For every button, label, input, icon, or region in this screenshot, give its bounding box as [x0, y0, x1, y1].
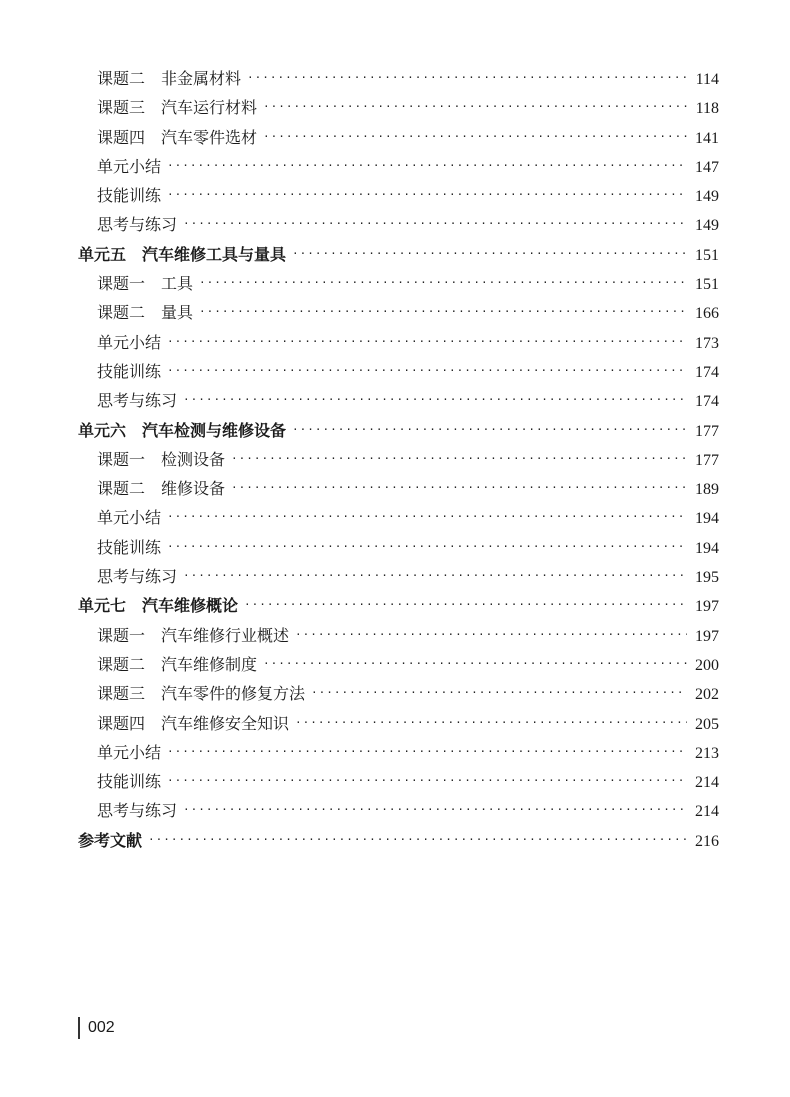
toc-entry[interactable]: [78, 474, 719, 503]
toc-entry-page: 194: [695, 510, 719, 528]
toc-entry-title: 参考文献: [78, 830, 143, 850]
toc-entry[interactable]: [78, 152, 719, 181]
toc-dot-leader: [167, 180, 687, 209]
toc-entry[interactable]: [78, 709, 719, 738]
toc-dot-leader: [167, 327, 687, 356]
toc-entry-title: 技能训练: [97, 537, 162, 557]
toc-entry-page: 174: [695, 363, 719, 381]
toc-unit-entry[interactable]: [78, 240, 719, 269]
toc-entry[interactable]: [78, 123, 719, 152]
toc-entry-title: 单元小结: [97, 508, 162, 528]
toc-entry-title: 单元小结: [97, 156, 162, 176]
page-footer: [78, 1016, 115, 1040]
toc-entry-page: 213: [695, 744, 719, 762]
toc-unit-entry[interactable]: [78, 416, 719, 445]
toc-dot-leader: [167, 356, 687, 385]
toc-entry[interactable]: [78, 621, 719, 650]
toc-entry-title: 课题二 汽车维修制度: [97, 654, 258, 674]
toc-dot-leader: [263, 649, 687, 678]
toc-entry-page: 149: [695, 217, 719, 235]
toc-entry-title: 课题二 量具: [97, 303, 194, 323]
toc-entry-title: 技能训练: [97, 361, 162, 381]
toc-dot-leader: [167, 737, 687, 766]
table-of-contents: [78, 64, 719, 855]
toc-entry-page: 205: [695, 715, 719, 733]
toc-entry-page: 202: [695, 686, 719, 704]
toc-entry-title: 思考与练习: [97, 215, 178, 235]
toc-entry-page: 149: [695, 188, 719, 206]
toc-entry-page: 118: [695, 100, 719, 118]
toc-dot-leader: [183, 795, 687, 824]
toc-dot-leader: [263, 122, 687, 151]
toc-entry-page: 195: [695, 569, 719, 587]
toc-entry-title: 课题三 汽车运行材料: [97, 98, 258, 118]
toc-dot-leader: [167, 766, 687, 795]
toc-entry-page: 200: [695, 656, 719, 674]
toc-dot-leader: [199, 297, 687, 326]
toc-dot-leader: [263, 92, 687, 121]
toc-dot-leader: [311, 678, 687, 707]
toc-entry-title: 单元小结: [97, 742, 162, 762]
toc-entry-page: 151: [695, 246, 719, 264]
toc-entry-page: 141: [695, 129, 719, 147]
toc-entry[interactable]: [78, 298, 719, 327]
toc-entry-title: 课题二 非金属材料: [97, 69, 242, 88]
toc-dot-leader: [199, 268, 687, 297]
toc-entry-page: 147: [695, 158, 719, 176]
toc-entry-page: 151: [695, 276, 719, 294]
toc-entry[interactable]: [78, 796, 719, 825]
toc-entry-page: 177: [695, 422, 719, 440]
toc-dot-leader: [292, 239, 687, 268]
toc-dot-leader: [183, 209, 687, 238]
toc-entry[interactable]: [78, 679, 719, 708]
toc-entry[interactable]: [78, 93, 719, 122]
toc-entry-title: 课题四 汽车维修安全知识: [97, 713, 290, 733]
toc-entry-page: 173: [695, 334, 719, 352]
toc-dot-leader: [231, 473, 687, 502]
toc-entry-title: 课题三 汽车零件的修复方法: [97, 684, 306, 704]
toc-entry[interactable]: [78, 445, 719, 474]
toc-entry[interactable]: [78, 64, 719, 93]
toc-entry[interactable]: [78, 357, 719, 386]
toc-entry[interactable]: [78, 210, 719, 239]
toc-entry-title: 技能训练: [97, 186, 162, 206]
toc-entry-page: 214: [695, 803, 719, 821]
toc-entry-page: 197: [695, 627, 719, 645]
toc-dot-leader: [244, 590, 687, 619]
toc-entry-page: 216: [695, 832, 719, 850]
toc-entry-page: 214: [695, 774, 719, 792]
toc-entry[interactable]: [78, 767, 719, 796]
toc-entry-page: 166: [695, 305, 719, 323]
toc-entry-page: 174: [695, 393, 719, 411]
toc-entry-title: 课题一 汽车维修行业概述: [97, 625, 290, 645]
toc-entry[interactable]: [78, 269, 719, 298]
toc-entry-title: 思考与练习: [97, 801, 178, 821]
toc-entry-title: 单元七 汽车维修概论: [78, 596, 239, 616]
toc-dot-leader: [231, 444, 687, 473]
toc-entry-title: 单元六 汽车检测与维修设备: [78, 420, 287, 440]
toc-entry[interactable]: [78, 738, 719, 767]
toc-entry-title: 单元五 汽车维修工具与量具: [78, 244, 287, 264]
toc-entry-title: 思考与练习: [97, 567, 178, 587]
toc-entry-page: 114: [695, 71, 719, 88]
toc-unit-entry[interactable]: [78, 826, 719, 855]
toc-dot-leader: [295, 620, 687, 649]
toc-dot-leader: [148, 825, 687, 854]
toc-dot-leader: [247, 63, 687, 92]
toc-entry-page: 194: [695, 539, 719, 557]
toc-dot-leader: [292, 415, 687, 444]
toc-entry-title: 单元小结: [97, 332, 162, 352]
toc-dot-leader: [167, 502, 687, 531]
toc-entry[interactable]: [78, 562, 719, 591]
toc-entry-page: 189: [695, 481, 719, 499]
toc-dot-leader: [167, 151, 687, 180]
toc-entry-title: 课题一 检测设备: [97, 449, 226, 469]
toc-unit-entry[interactable]: [78, 591, 719, 620]
toc-entry[interactable]: [78, 328, 719, 357]
toc-entry-title: 技能训练: [97, 772, 162, 792]
toc-entry-title: 课题一 工具: [97, 274, 194, 294]
toc-entry-title: 课题四 汽车零件选材: [97, 127, 258, 147]
toc-dot-leader: [167, 532, 687, 561]
toc-entry-title: 课题二 维修设备: [97, 479, 226, 499]
toc-dot-leader: [295, 708, 687, 737]
toc-entry-page: 177: [695, 451, 719, 469]
toc-entry[interactable]: [78, 181, 719, 210]
page-number: 002: [88, 1019, 115, 1036]
toc-entry[interactable]: [78, 503, 719, 532]
toc-entry[interactable]: [78, 386, 719, 415]
footer-divider: [78, 1017, 80, 1039]
toc-entry[interactable]: [78, 650, 719, 679]
toc-entry-page: 197: [695, 598, 719, 616]
toc-dot-leader: [183, 385, 687, 414]
toc-entry[interactable]: [78, 533, 719, 562]
toc-entry-title: 思考与练习: [97, 391, 178, 411]
toc-dot-leader: [183, 561, 687, 590]
